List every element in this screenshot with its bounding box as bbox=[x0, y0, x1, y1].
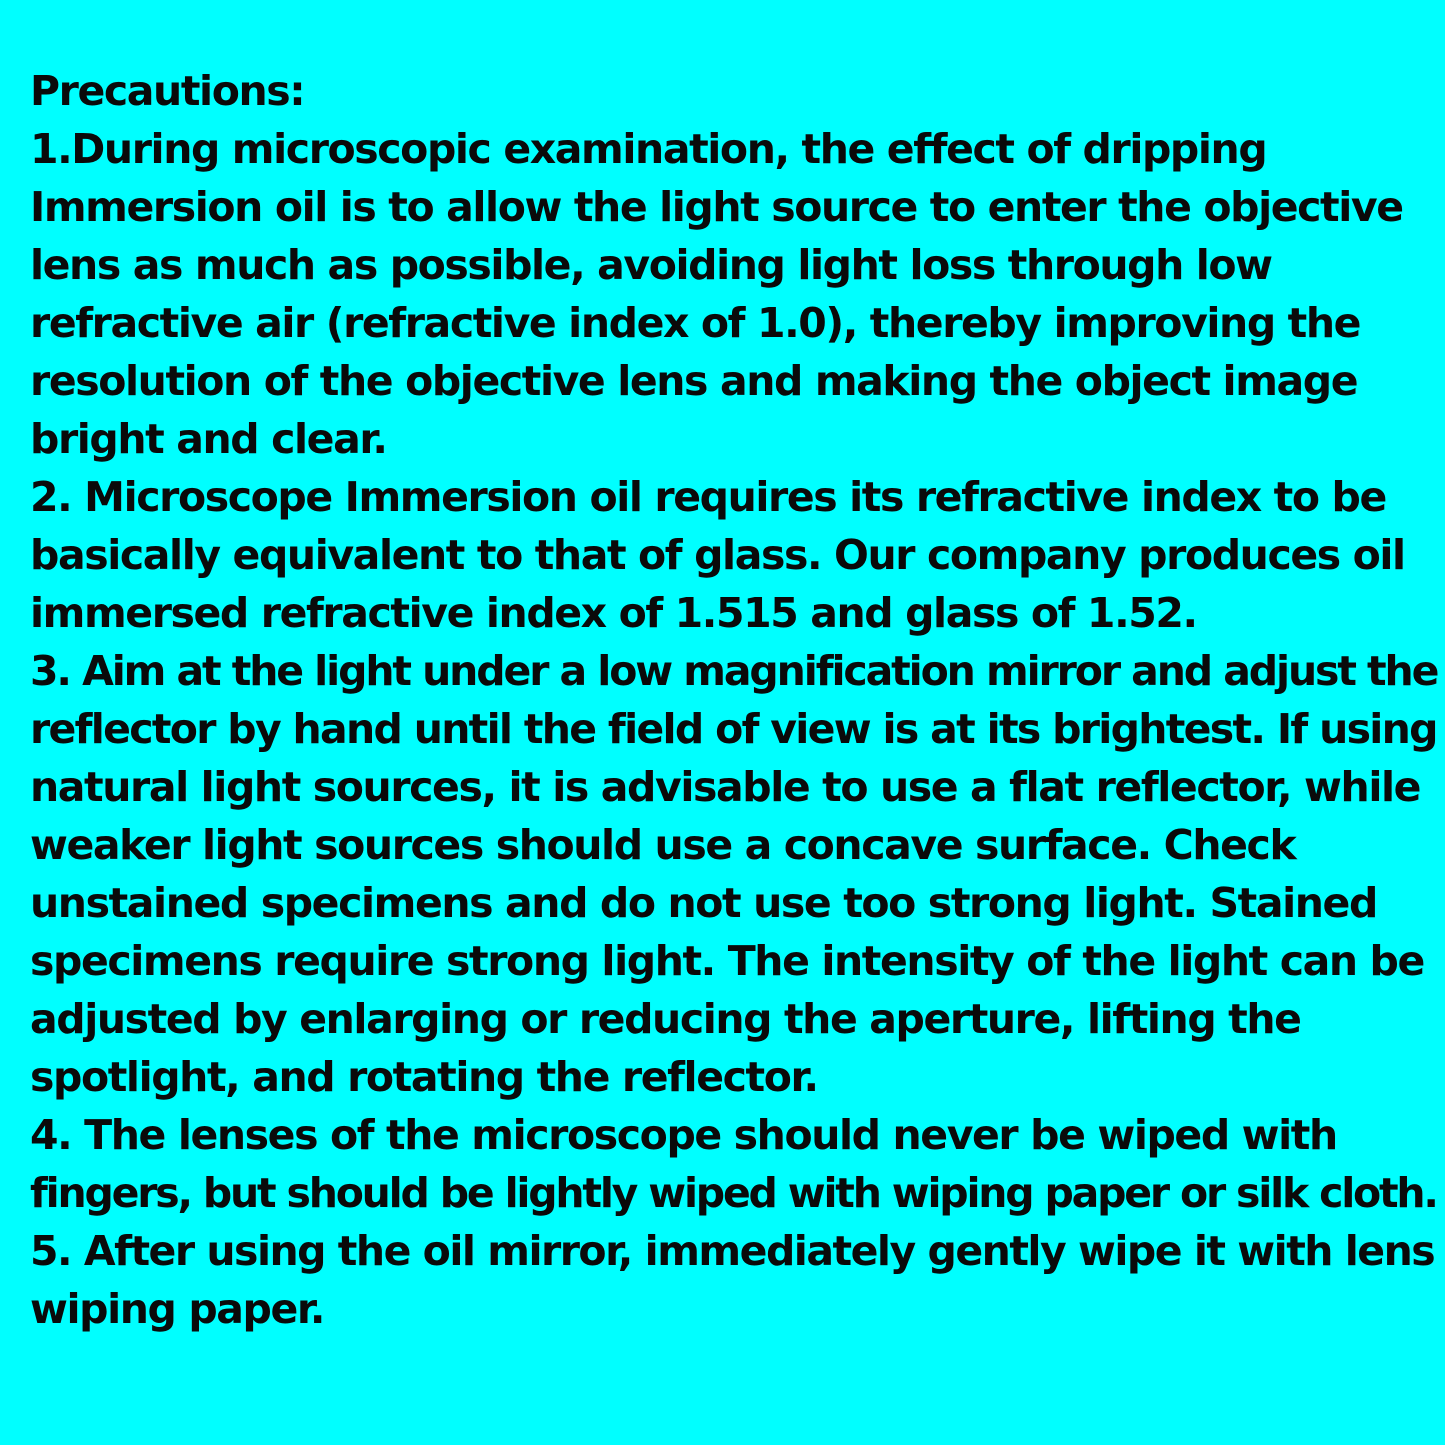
text-line: specimens require strong light. The intensity of the light can be bbox=[30, 937, 1424, 985]
text-line: 5. After using the oil mirror, immediately gently wipe it with lens bbox=[30, 1227, 1435, 1275]
text-line: 2. Microscope Immersion oil requires its refractive index to be bbox=[30, 473, 1386, 521]
text-line: lens as much as possible, avoiding light loss through low bbox=[30, 241, 1272, 289]
text-line: Immersion oil is to allow the light source to enter the objective bbox=[30, 183, 1403, 231]
text-line: refractive air (refractive index of 1.0), thereby improving the bbox=[30, 299, 1361, 347]
text-line: reflector by hand until the field of view is at its brightest. If using bbox=[30, 705, 1437, 753]
text-line: wiping paper. bbox=[30, 1285, 325, 1333]
text-line: 4. The lenses of the microscope should never be wiped with bbox=[30, 1111, 1337, 1159]
text-line: bright and clear. bbox=[30, 415, 387, 463]
text-line: resolution of the objective lens and making the object image bbox=[30, 357, 1358, 405]
text-line: immersed refractive index of 1.515 and glass of 1.52. bbox=[30, 589, 1197, 637]
text-line: spotlight, and rotating the reflector. bbox=[30, 1053, 818, 1101]
heading-precautions: Precautions: bbox=[30, 67, 305, 115]
text-line: adjusted by enlarging or reducing the aperture, lifting the bbox=[30, 995, 1301, 1043]
text-line: unstained specimens and do not use too strong light. Stained bbox=[30, 879, 1377, 927]
text-line: fingers, but should be lightly wiped with wiping paper or silk cloth. bbox=[30, 1169, 1437, 1217]
text-line: 1.During microscopic examination, the effect of dripping bbox=[30, 125, 1267, 173]
text-line: natural light sources, it is advisable to use a flat reflector, while bbox=[30, 763, 1421, 811]
text-line: basically equivalent to that of glass. Our company produces oil bbox=[30, 531, 1405, 579]
text-line: 3. Aim at the light under a low magnification mirror and adjust the bbox=[30, 647, 1438, 695]
text-line: weaker light sources should use a concave surface. Check bbox=[30, 821, 1296, 869]
